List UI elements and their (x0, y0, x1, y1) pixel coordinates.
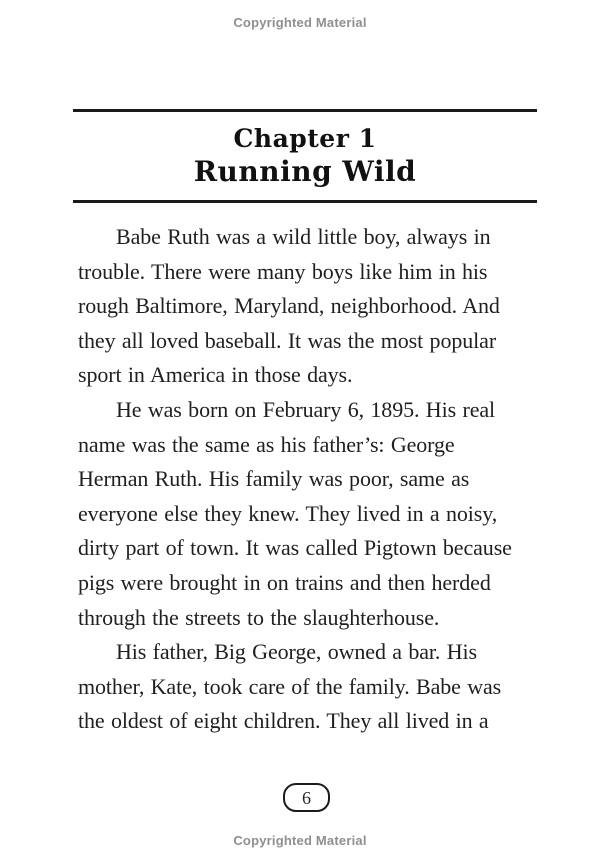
body-line: through the streets to the slaughterhouse. (78, 604, 440, 630)
copyright-notice-bottom: Copyrighted Material (233, 833, 367, 848)
chapter-title: Running Wild (193, 155, 417, 188)
body-line: dirty part of town. It was called Pigtown because (78, 535, 512, 561)
body-line: Herman Ruth. His family was poor, same as (78, 466, 470, 492)
body-line: He was born on February 6, 1895. His real (116, 396, 496, 422)
page-number-badge (283, 783, 330, 812)
copyright-notice-top: Copyrighted Material (233, 15, 367, 30)
body-line: the oldest of eight children. They all lived in a (78, 708, 489, 734)
body-line: Babe Ruth was a wild little boy, always in (116, 224, 491, 249)
page-number: 6 (302, 788, 311, 808)
body-line: sport in America in those days. (78, 362, 353, 388)
body-line: they all loved baseball. It was the most popular (78, 327, 497, 353)
body-line: trouble. There were many boys like him in his (78, 258, 488, 284)
body-line: His father, Big George, owned a bar. His (116, 639, 477, 665)
body-line: pigs were brought in on trains and then herded (78, 569, 491, 595)
chapter-header (73, 109, 537, 203)
body-line: everyone else they knew. They lived in a noisy, (78, 500, 498, 526)
body-line: mother, Kate, took care of the family. Babe was (78, 673, 502, 699)
body-text (78, 220, 540, 739)
body-line: rough Baltimore, Maryland, neighborhood. And (78, 293, 500, 319)
chapter-number: Chapter 1 (233, 124, 377, 153)
body-line: name was the same as his father’s: George (78, 431, 455, 457)
